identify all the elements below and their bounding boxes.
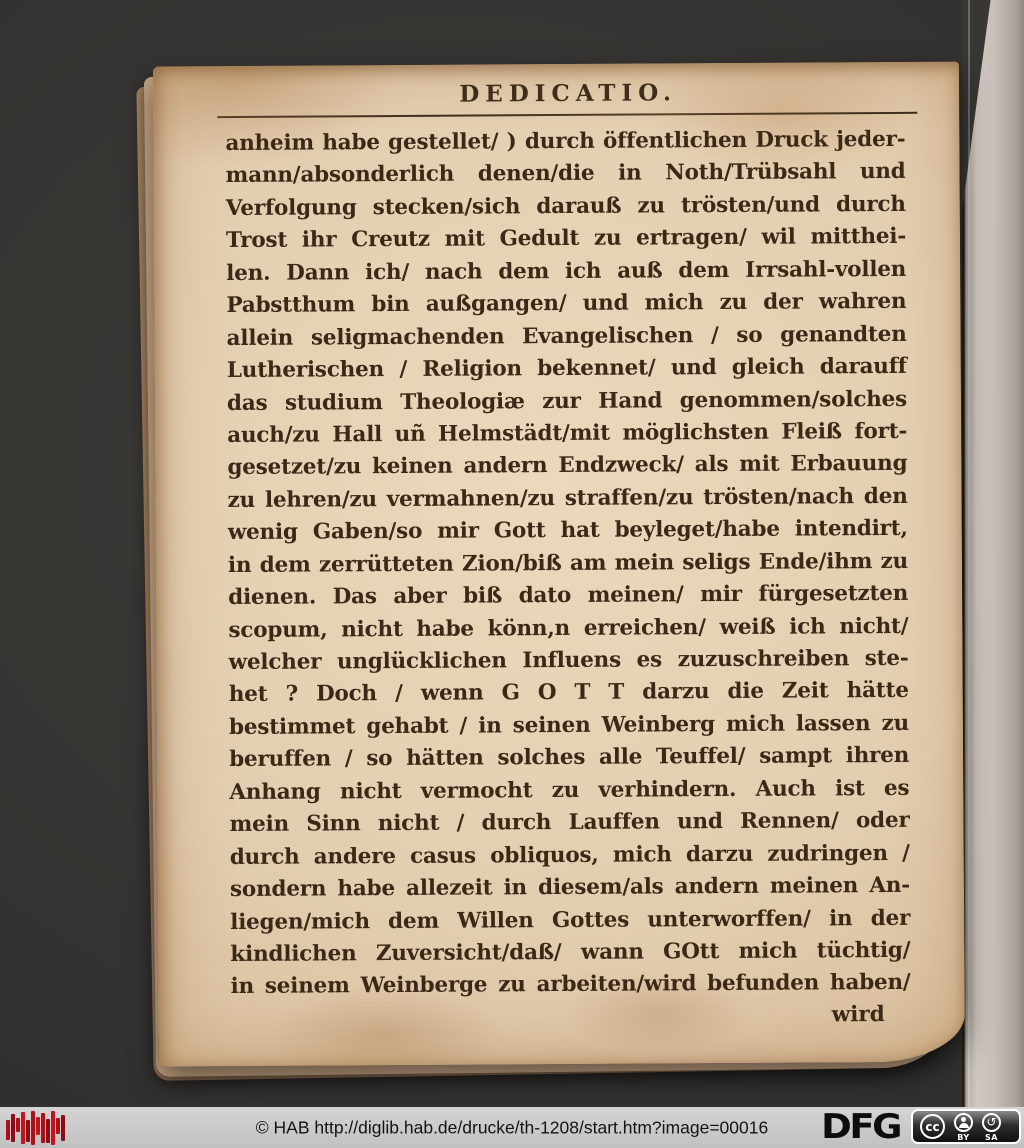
by-label: BY [957, 1132, 970, 1142]
catchword: wird [831, 1002, 885, 1028]
text-line: wenig Gaben/so mir Gott hat beyleget/habe intendirt, [227, 516, 908, 546]
text-line: dienen. Das aber biß dato meinen/ mir fürgesetzten [228, 580, 909, 611]
logo-bar [16, 1118, 20, 1132]
heading-rule [217, 112, 917, 118]
text-line: in dem zerrütteten Zion/biß am mein seligs Ende/ihm zu [227, 548, 909, 578]
text-line: allein seligmachenden Evangelischen / so genandten [226, 321, 907, 351]
text-line: anheim habe gestellet/ ) durch öffentlichen Druck jeder- [225, 126, 906, 157]
text-line: Verfolgung stecken/sich darauß zu trösten/und durch [225, 191, 906, 221]
text-line: scopum, nicht habe könn,n erreichen/ weiß ich nicht/ [228, 613, 909, 643]
text-line: Trost ihr Creutz mit Gedult zu ertragen/ wil mitthei- [225, 224, 907, 254]
text-line: len. Dann ich/ nach dem ich auß dem Irrsahl-vollen [226, 256, 907, 286]
text-line: kindlichen Zuversicht/daß/ wann GOtt mich tüchtig/ [230, 937, 911, 967]
body-text [225, 124, 910, 1004]
logo-bar [11, 1114, 15, 1142]
creative-commons-icon: cc [920, 1114, 945, 1139]
text-line: mein Sinn nicht / durch Lauffen und Rennen/ oder [229, 808, 910, 838]
text-line: Pabstthum bin außgangen/ und mich zu der wahren [226, 289, 907, 319]
fore-edge-highlight [968, 0, 970, 1107]
logo-bar [61, 1115, 65, 1141]
person-body [959, 1123, 969, 1128]
text-line: welcher unglücklichen Influens es zuzuschreiben ste- [228, 645, 909, 676]
share-alike-arrow-icon [982, 1113, 1001, 1132]
copyright-url: © HAB http://diglib.hab.de/drucke/th-1208/start.htm?image=00016 [255, 1117, 769, 1137]
text-line: Anhang nicht vermocht zu verhindern. Auch ist es [229, 775, 910, 805]
logo-bar [46, 1119, 50, 1143]
text-line: mann/absonderlich denen/die in Noth/Trübsahl und [225, 159, 906, 189]
cc-by-group [954, 1113, 973, 1142]
logo-bar [56, 1118, 60, 1134]
logo-bar [6, 1120, 10, 1140]
attribution-person-icon [954, 1113, 973, 1132]
sa-label: SA [985, 1132, 998, 1142]
text-line: bestimmet gehabt / in seinen Weinberg mich lassen zu [228, 710, 910, 740]
fore-edge-shadow [962, 0, 1024, 212]
text-line: gesetzet/zu keinen andern Endzweck/ als mit Erbauung [227, 451, 908, 481]
text-line: auch/zu Hall uñ Helmstädt/mit möglichsten Fleiß fort- [227, 418, 908, 448]
text-line: beruffen / so hätten solches alle Teuffel/ sampt ihren [229, 743, 910, 773]
hab-barcode-logo [6, 1110, 65, 1146]
logo-bar [26, 1120, 30, 1142]
logo-bar [36, 1117, 40, 1135]
text-line: zu lehren/zu vermahnen/zu straffen/zu trösten/nach den [227, 483, 908, 513]
cc-license-badge [911, 1109, 1021, 1144]
scanned-page [153, 62, 965, 1067]
sa-arrow-glyph: ↺ [986, 1114, 997, 1129]
person-head [961, 1117, 966, 1122]
text-line: sondern habe allezeit in diesem/als andern meinen An- [229, 872, 911, 903]
footer-bar [0, 1107, 1024, 1148]
logo-bar [21, 1112, 25, 1144]
book-fore-edge [962, 0, 1024, 1107]
text-line: das studium Theologiæ zur Hand genommen/solches [226, 386, 908, 416]
page-heading: DEDICATIO. [459, 79, 678, 108]
text-line: het ? Doch / wenn G O T T darzu die Zeit hätte [228, 678, 909, 708]
text-line: liegen/mich dem Willen Gottes unterworffen/ in der [230, 905, 911, 935]
text-line: durch andere casus obliquos, mich darzu zudringen / [229, 840, 910, 870]
text-line: in seinem Weinberge zu arbeiten/wird befunden haben/ [230, 970, 911, 1000]
text-line: Lutherischen / Religion bekennet/ und gleich darauff [226, 353, 907, 384]
logo-bar [41, 1113, 45, 1143]
logo-bar [51, 1111, 55, 1145]
dfg-wordmark: DFG [821, 1106, 900, 1147]
logo-bar [31, 1111, 35, 1145]
cc-sa-group [982, 1113, 1001, 1142]
